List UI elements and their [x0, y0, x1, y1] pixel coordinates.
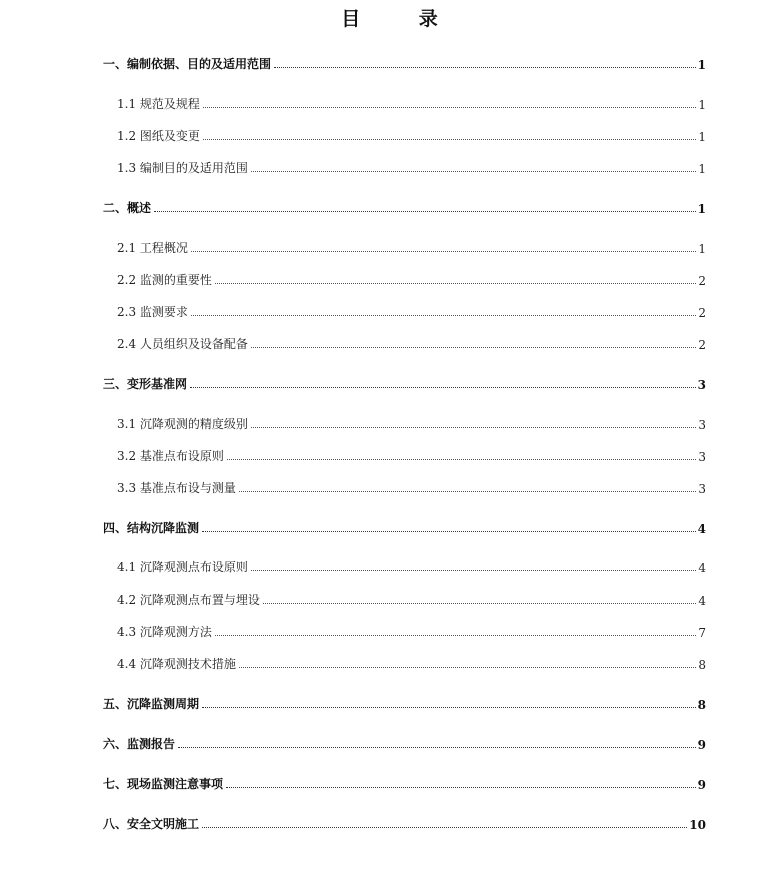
toc-entry-label: 4.3 沉降观测方法: [117, 625, 212, 639]
toc-entry[interactable]: [117, 238, 706, 256]
toc-leader-dots: [154, 210, 696, 212]
toc-entry-page: 4: [697, 522, 706, 536]
toc-leader-dots: [191, 250, 696, 252]
toc-entry-page: 7: [698, 626, 706, 640]
toc-entry-label: 4.2 沉降观测点布置与埋设: [117, 593, 260, 607]
toc-entry-label: 1.2 图纸及变更: [117, 129, 200, 143]
toc-entry[interactable]: [117, 158, 706, 176]
toc-entry-page: 3: [697, 378, 706, 392]
page-title: 目 录: [341, 8, 464, 30]
toc-entry-label: 八、安全文明施工: [103, 817, 200, 831]
toc-leader-dots: [263, 602, 696, 604]
toc-entry-page: 1: [698, 162, 706, 176]
toc-leader-dots: [251, 569, 696, 571]
toc-entry-page: 1: [697, 58, 706, 72]
toc-leader-dots: [251, 426, 696, 428]
toc-entry-label: 三、变形基准网: [103, 377, 188, 391]
toc-entry-page: 1: [697, 202, 706, 216]
toc-entry-page: 2: [698, 274, 706, 288]
toc-leader-dots: [215, 634, 696, 636]
toc-entry-label: 1.1 规范及规程: [117, 97, 200, 111]
toc-entry-label: 3.3 基准点布设与测量: [117, 481, 236, 495]
toc-entry-label: 2.3 监测要求: [117, 305, 188, 319]
toc-leader-dots: [202, 530, 696, 532]
toc-entry[interactable]: [117, 622, 706, 640]
toc-entry[interactable]: [103, 198, 706, 216]
toc-entry[interactable]: [103, 814, 706, 832]
toc-entry-label: 3.2 基准点布设原则: [117, 449, 224, 463]
toc-entry-page: 1: [698, 98, 706, 112]
toc-entry-label: 2.4 人员组织及设备配备: [117, 337, 248, 351]
toc-entry-label: 1.3 编制目的及适用范围: [117, 161, 248, 175]
toc-leader-dots: [227, 458, 696, 460]
toc-entry[interactable]: [117, 270, 706, 288]
toc-entry[interactable]: [117, 446, 706, 464]
toc-leader-dots: [251, 170, 696, 172]
toc-entry-page: 3: [698, 450, 706, 464]
toc-entry[interactable]: [103, 694, 706, 712]
toc-entry[interactable]: [117, 334, 706, 352]
toc-entry-label: 2.1 工程概况: [117, 241, 188, 255]
toc-entry[interactable]: [117, 302, 706, 320]
toc-entry-page: 8: [698, 658, 706, 672]
toc-leader-dots: [203, 138, 696, 140]
toc-leader-dots: [202, 706, 696, 708]
toc-leader-dots: [226, 786, 696, 788]
toc-entry[interactable]: [117, 557, 706, 575]
toc-entry-page: 4: [698, 594, 706, 608]
toc-entry-page: 1: [698, 130, 706, 144]
toc-entry[interactable]: [103, 734, 706, 752]
toc-entry[interactable]: [103, 774, 706, 792]
toc-entry-page: 2: [698, 306, 706, 320]
toc-entry[interactable]: [103, 54, 706, 72]
toc-leader-dots: [215, 282, 696, 284]
toc-entry-label: 3.1 沉降观测的精度级别: [117, 417, 248, 431]
toc-entry-label: 六、监测报告: [103, 737, 176, 751]
toc-entry-label: 二、概述: [103, 201, 152, 215]
toc-entry-page: 3: [698, 482, 706, 496]
toc-entry-page: 10: [689, 818, 706, 832]
toc-entry[interactable]: [117, 654, 706, 672]
toc-entry[interactable]: [103, 374, 706, 392]
toc-entry-label: 4.1 沉降观测点布设原则: [117, 560, 248, 574]
toc-leader-dots: [239, 490, 696, 492]
toc-entry-page: 2: [698, 338, 706, 352]
toc-leader-dots: [251, 346, 696, 348]
toc-entry-page: 9: [697, 778, 706, 792]
toc-entry-label: 4.4 沉降观测技术措施: [117, 657, 236, 671]
toc-entry[interactable]: [117, 478, 706, 496]
toc-leader-dots: [202, 826, 687, 828]
toc-entry[interactable]: [103, 518, 706, 536]
toc-leader-dots: [203, 106, 696, 108]
toc-leader-dots: [190, 386, 696, 388]
toc-leader-dots: [178, 746, 696, 748]
toc-entry[interactable]: [117, 94, 706, 112]
toc-leader-dots: [239, 666, 696, 668]
toc-entry-page: 4: [698, 561, 706, 575]
toc-entry-label: 一、编制依据、目的及适用范围: [103, 57, 272, 71]
toc-entry-page: 9: [697, 738, 706, 752]
toc-entry-label: 七、现场监测注意事项: [103, 777, 224, 791]
toc-entry-label: 2.2 监测的重要性: [117, 273, 212, 287]
toc-leader-dots: [274, 66, 696, 68]
toc-entry-page: 8: [697, 698, 706, 712]
toc-leader-dots: [191, 314, 696, 316]
toc-entry-label: 五、沉降监测周期: [103, 697, 200, 711]
toc-entry-page: 1: [698, 242, 706, 256]
toc-entry[interactable]: [117, 126, 706, 144]
toc-entry-page: 3: [698, 418, 706, 432]
toc-entry[interactable]: [117, 590, 706, 608]
toc-entry[interactable]: [117, 414, 706, 432]
toc-entry-label: 四、结构沉降监测: [103, 521, 200, 535]
